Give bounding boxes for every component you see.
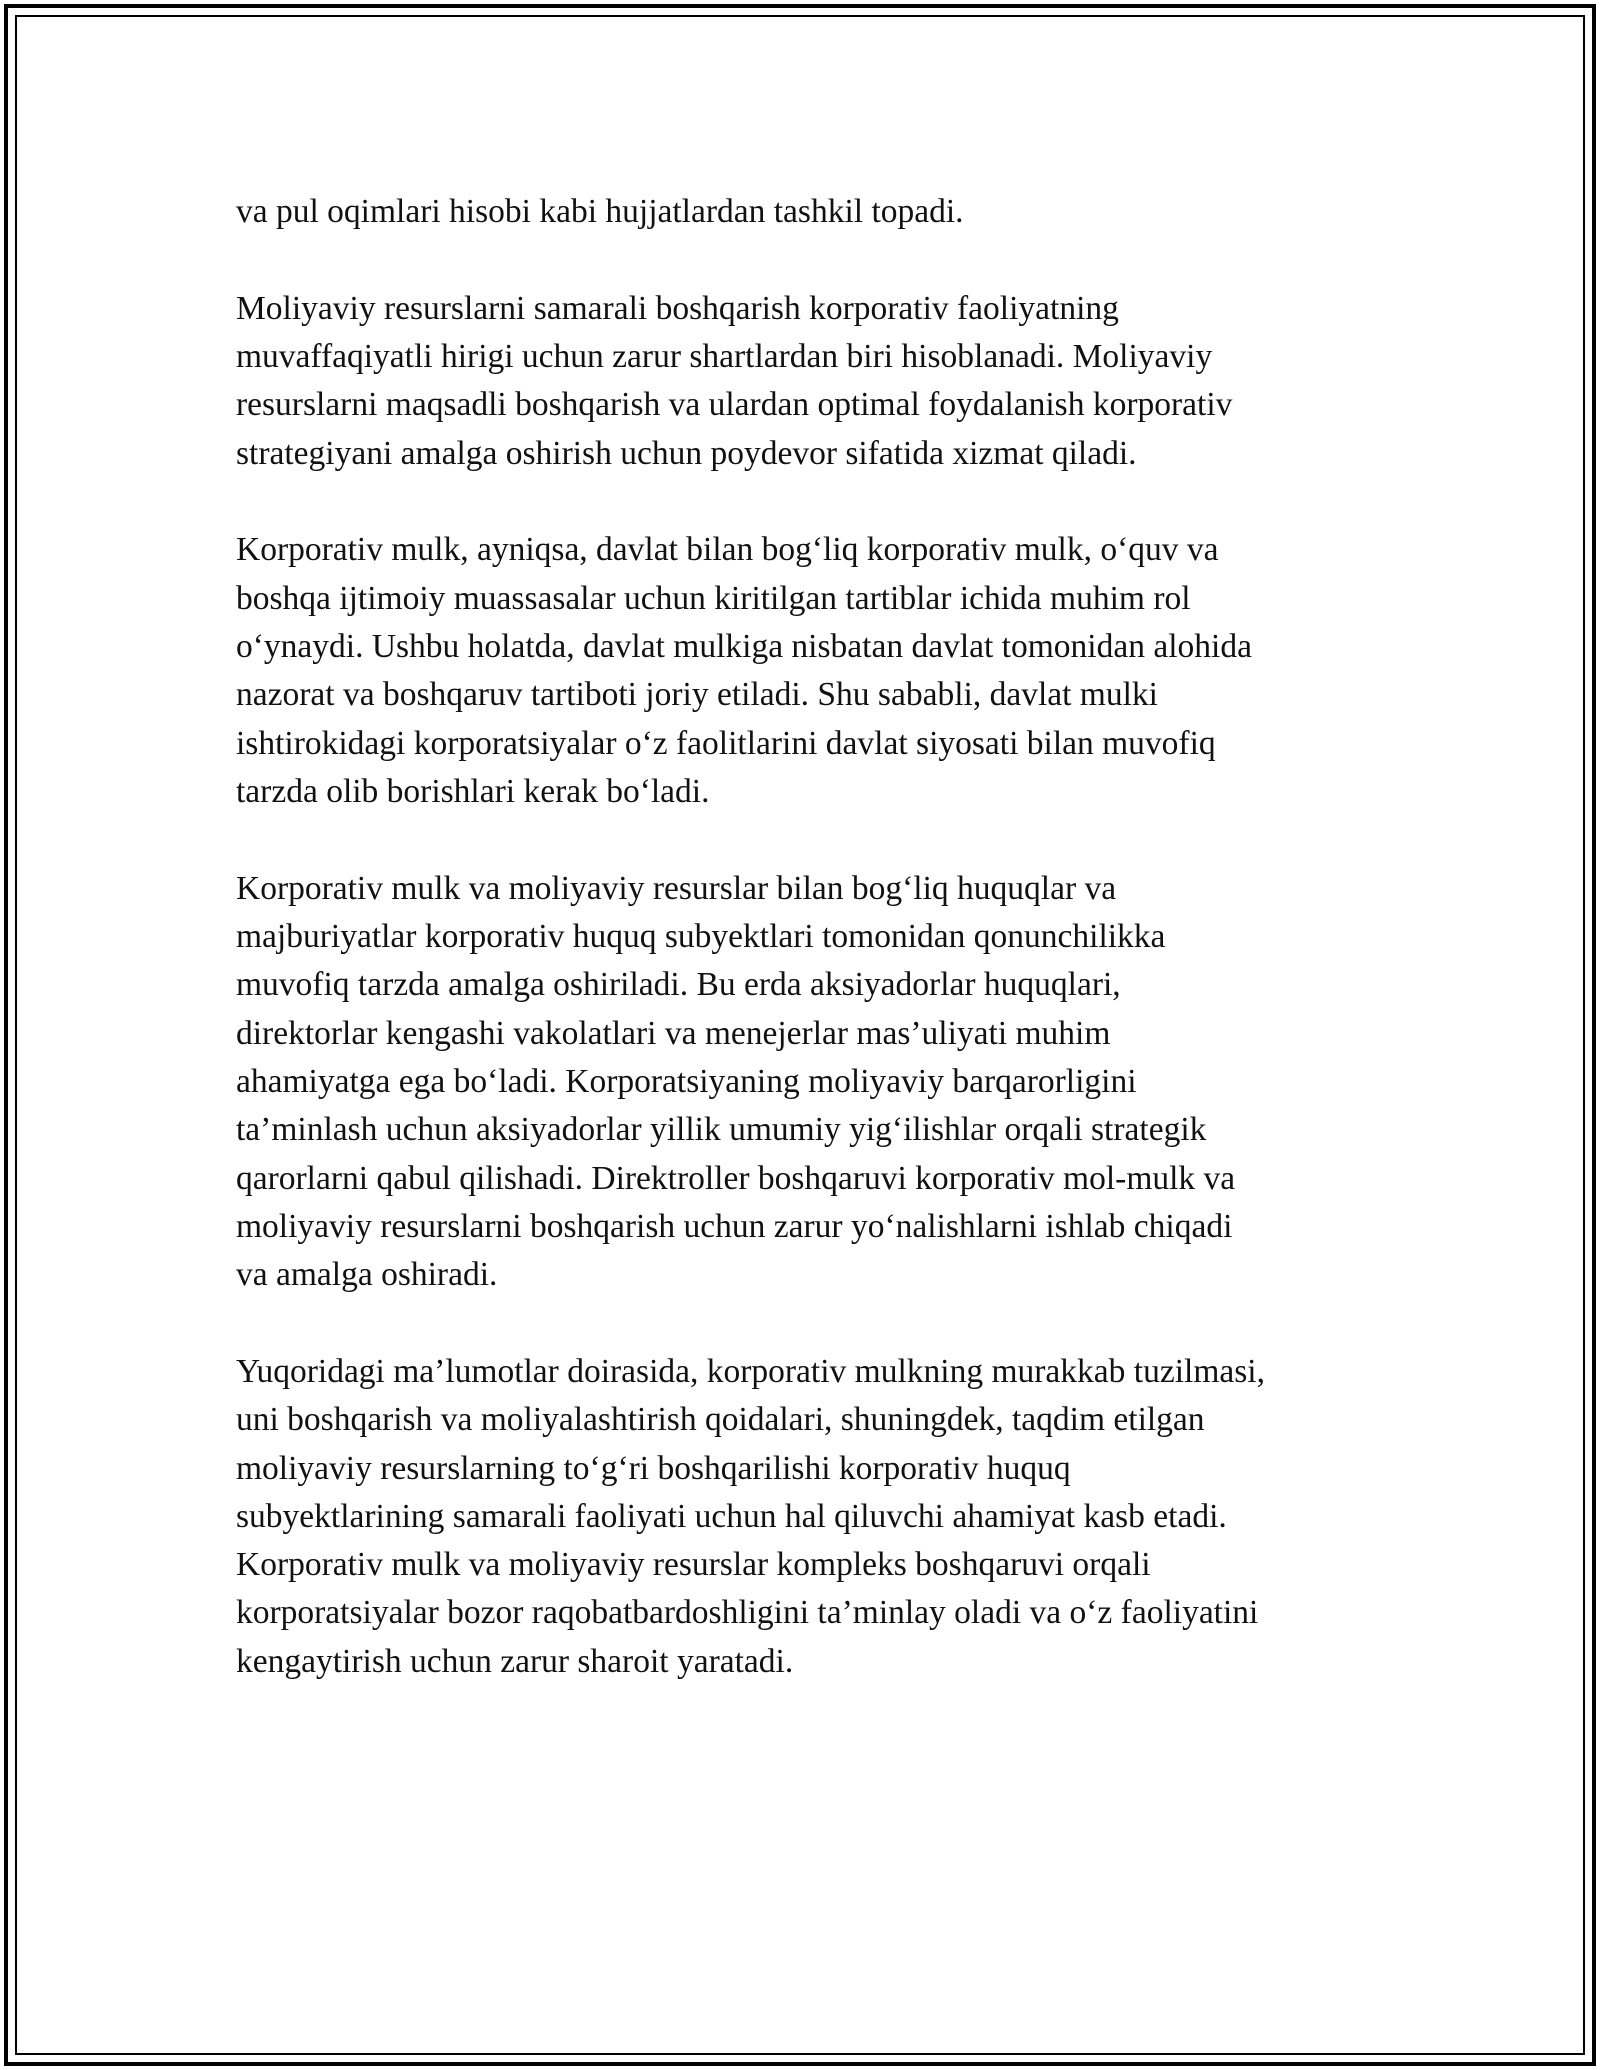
document-body xyxy=(236,188,1376,1686)
paragraph-3: Korporativ mulk, ayniqsa, davlat bilan bogʻliq korporativ mulk, oʻquv va boshqa ijtimoiy muassasalar uchun kiritilgan tartiblar ichida muhim rol oʻynaydi. Ushbu holatda, davlat mulkiga nisbatan davlat tomonidan alohida nazorat va boshqaruv tartiboti joriy etiladi. Shu sababli, davlat mulki ishtirokidagi korporatsiyalar oʻz faolitlarini davlat siyosati bilan muvofiq tarzda olib borishlari kerak boʻladi. xyxy=(236,531,1252,810)
paragraph-5: Yuqoridagi ma’lumotlar doirasida, korporativ mulkning murakkab tuzilmasi, uni boshqarish va moliyalashtirish qoidalari, shuningdek, taqdim etilgan moliyaviy resurslarning toʻgʻri boshqarilishi korporativ huquq subyektlarining samarali faoliyati uchun hal qiluvchi ahamiyat kasb etadi. Korporativ mulk va moliyaviy resurslar kompleks boshqaruvi orqali korporatsiyalar bozor raqobatbardoshligini ta’minlay oladi va oʻz faoliyatini kengaytirish uchun zarur sharoit yaratadi. xyxy=(236,1352,1265,1680)
paragraph-4: Korporativ mulk va moliyaviy resurslar bilan bogʻliq huquqlar va majburiyatlar korporativ huquq subyektlari tomonidan qonunchilikka muvofiq tarzda amalga oshiriladi. Bu erda aksiyadorlar huquqlari, direktorlar kengashi vakolatlari va menejerlar mas’uliyati muhim ahamiyatga ega boʻladi. Korporatsiyaning moliyaviy barqarorligini ta’minlash uchun aksiyadorlar yillik umumiy yigʻilishlar orqali strategik qarorlarni qabul qilishadi. Direktroller boshqaruvi korporativ mol-mulk va moliyaviy resurslarni boshqarish uchun zarur yoʻnalishlarni ishlab chiqadi va amalga oshiradi. xyxy=(236,869,1236,1294)
paragraph-2: Moliyaviy resurslarni samarali boshqarish korporativ faoliyatning muvaffaqiyatli hirigi uchun zarur shartlardan biri hisoblanadi. Moliyaviy resurslarni maqsadli boshqarish va ulardan optimal foydalanish korporativ strategiyani amalga oshirish uchun poydevor sifatida xizmat qiladi. xyxy=(236,289,1233,472)
paragraph-1: va pul oqimlari hisobi kabi hujjatlardan tashkil topadi. xyxy=(236,193,964,230)
